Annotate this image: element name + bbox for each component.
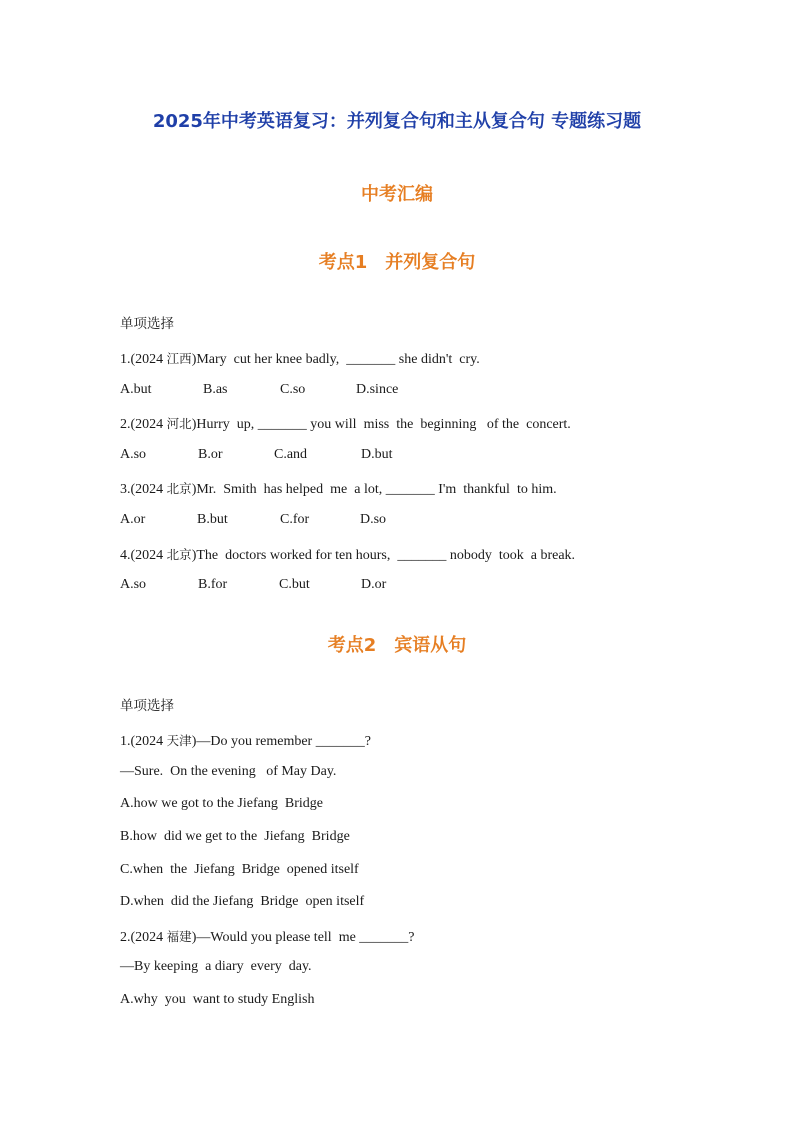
option-b: B.or (198, 447, 223, 462)
option-c: C.so (280, 382, 306, 397)
option-d: D.so (360, 512, 387, 527)
question-kp2-2: 2.(2024 福建)—Would you please tell me _______? (120, 929, 415, 945)
section-heading-kp1: 考点1 并列复合句 (318, 252, 476, 273)
question-kp1-3: 3.(2024 北京)Mr. Smith has helped me a lot, _______ I'm thankful to him. (120, 481, 557, 497)
option-a: A.so (120, 447, 147, 462)
question-kp1-1: 1.(2024 江西)Mary cut her knee badly, _______ she didn't cry. (120, 351, 480, 367)
option-d: D.but (361, 447, 393, 462)
options-kp1-3 (120, 512, 620, 530)
option-c: C.but (279, 577, 310, 592)
reply-kp2-2: —By keeping a diary every day. (120, 959, 312, 974)
option-c: C.for (280, 512, 310, 527)
option-a: A.or (120, 512, 146, 527)
option-b: B.how did we get to the Jiefang Bridge (120, 829, 350, 844)
options-kp1-2 (120, 447, 620, 465)
question-type-label: 单项选择 (120, 698, 174, 714)
options-kp1-4 (120, 577, 620, 595)
document-title: 2025年中考英语复习：并列复合句和主从复合句 专题练习题 (152, 111, 642, 132)
option-c: C.and (274, 447, 308, 462)
question-type-label: 单项选择 (120, 316, 174, 332)
option-a: A.why you want to study English (120, 992, 315, 1007)
option-a: A.how we got to the Jiefang Bridge (120, 796, 323, 811)
section-heading-kp2: 考点2 宾语从句 (327, 635, 467, 656)
option-a: A.but (120, 382, 152, 397)
reply-kp2-1: —Sure. On the evening of May Day. (120, 764, 337, 779)
option-d: D.or (361, 577, 387, 592)
option-d: D.when did the Jiefang Bridge open itself (120, 894, 365, 909)
section-heading-main: 中考汇编 (361, 184, 433, 205)
question-kp1-4: 4.(2024 北京)The doctors worked for ten hours, _______ nobody took a break. (120, 547, 576, 563)
option-a: A.so (120, 577, 147, 592)
option-b: B.but (197, 512, 228, 527)
question-kp2-1: 1.(2024 天津)—Do you remember _______? (120, 733, 371, 749)
option-c: C.when the Jiefang Bridge opened itself (120, 862, 359, 877)
option-d: D.since (356, 382, 399, 397)
options-kp1-1 (120, 382, 620, 400)
question-kp1-2: 2.(2024 河北)Hurry up, _______ you will miss the beginning of the concert. (120, 416, 571, 432)
option-b: B.for (198, 577, 228, 592)
option-b: B.as (203, 382, 228, 397)
